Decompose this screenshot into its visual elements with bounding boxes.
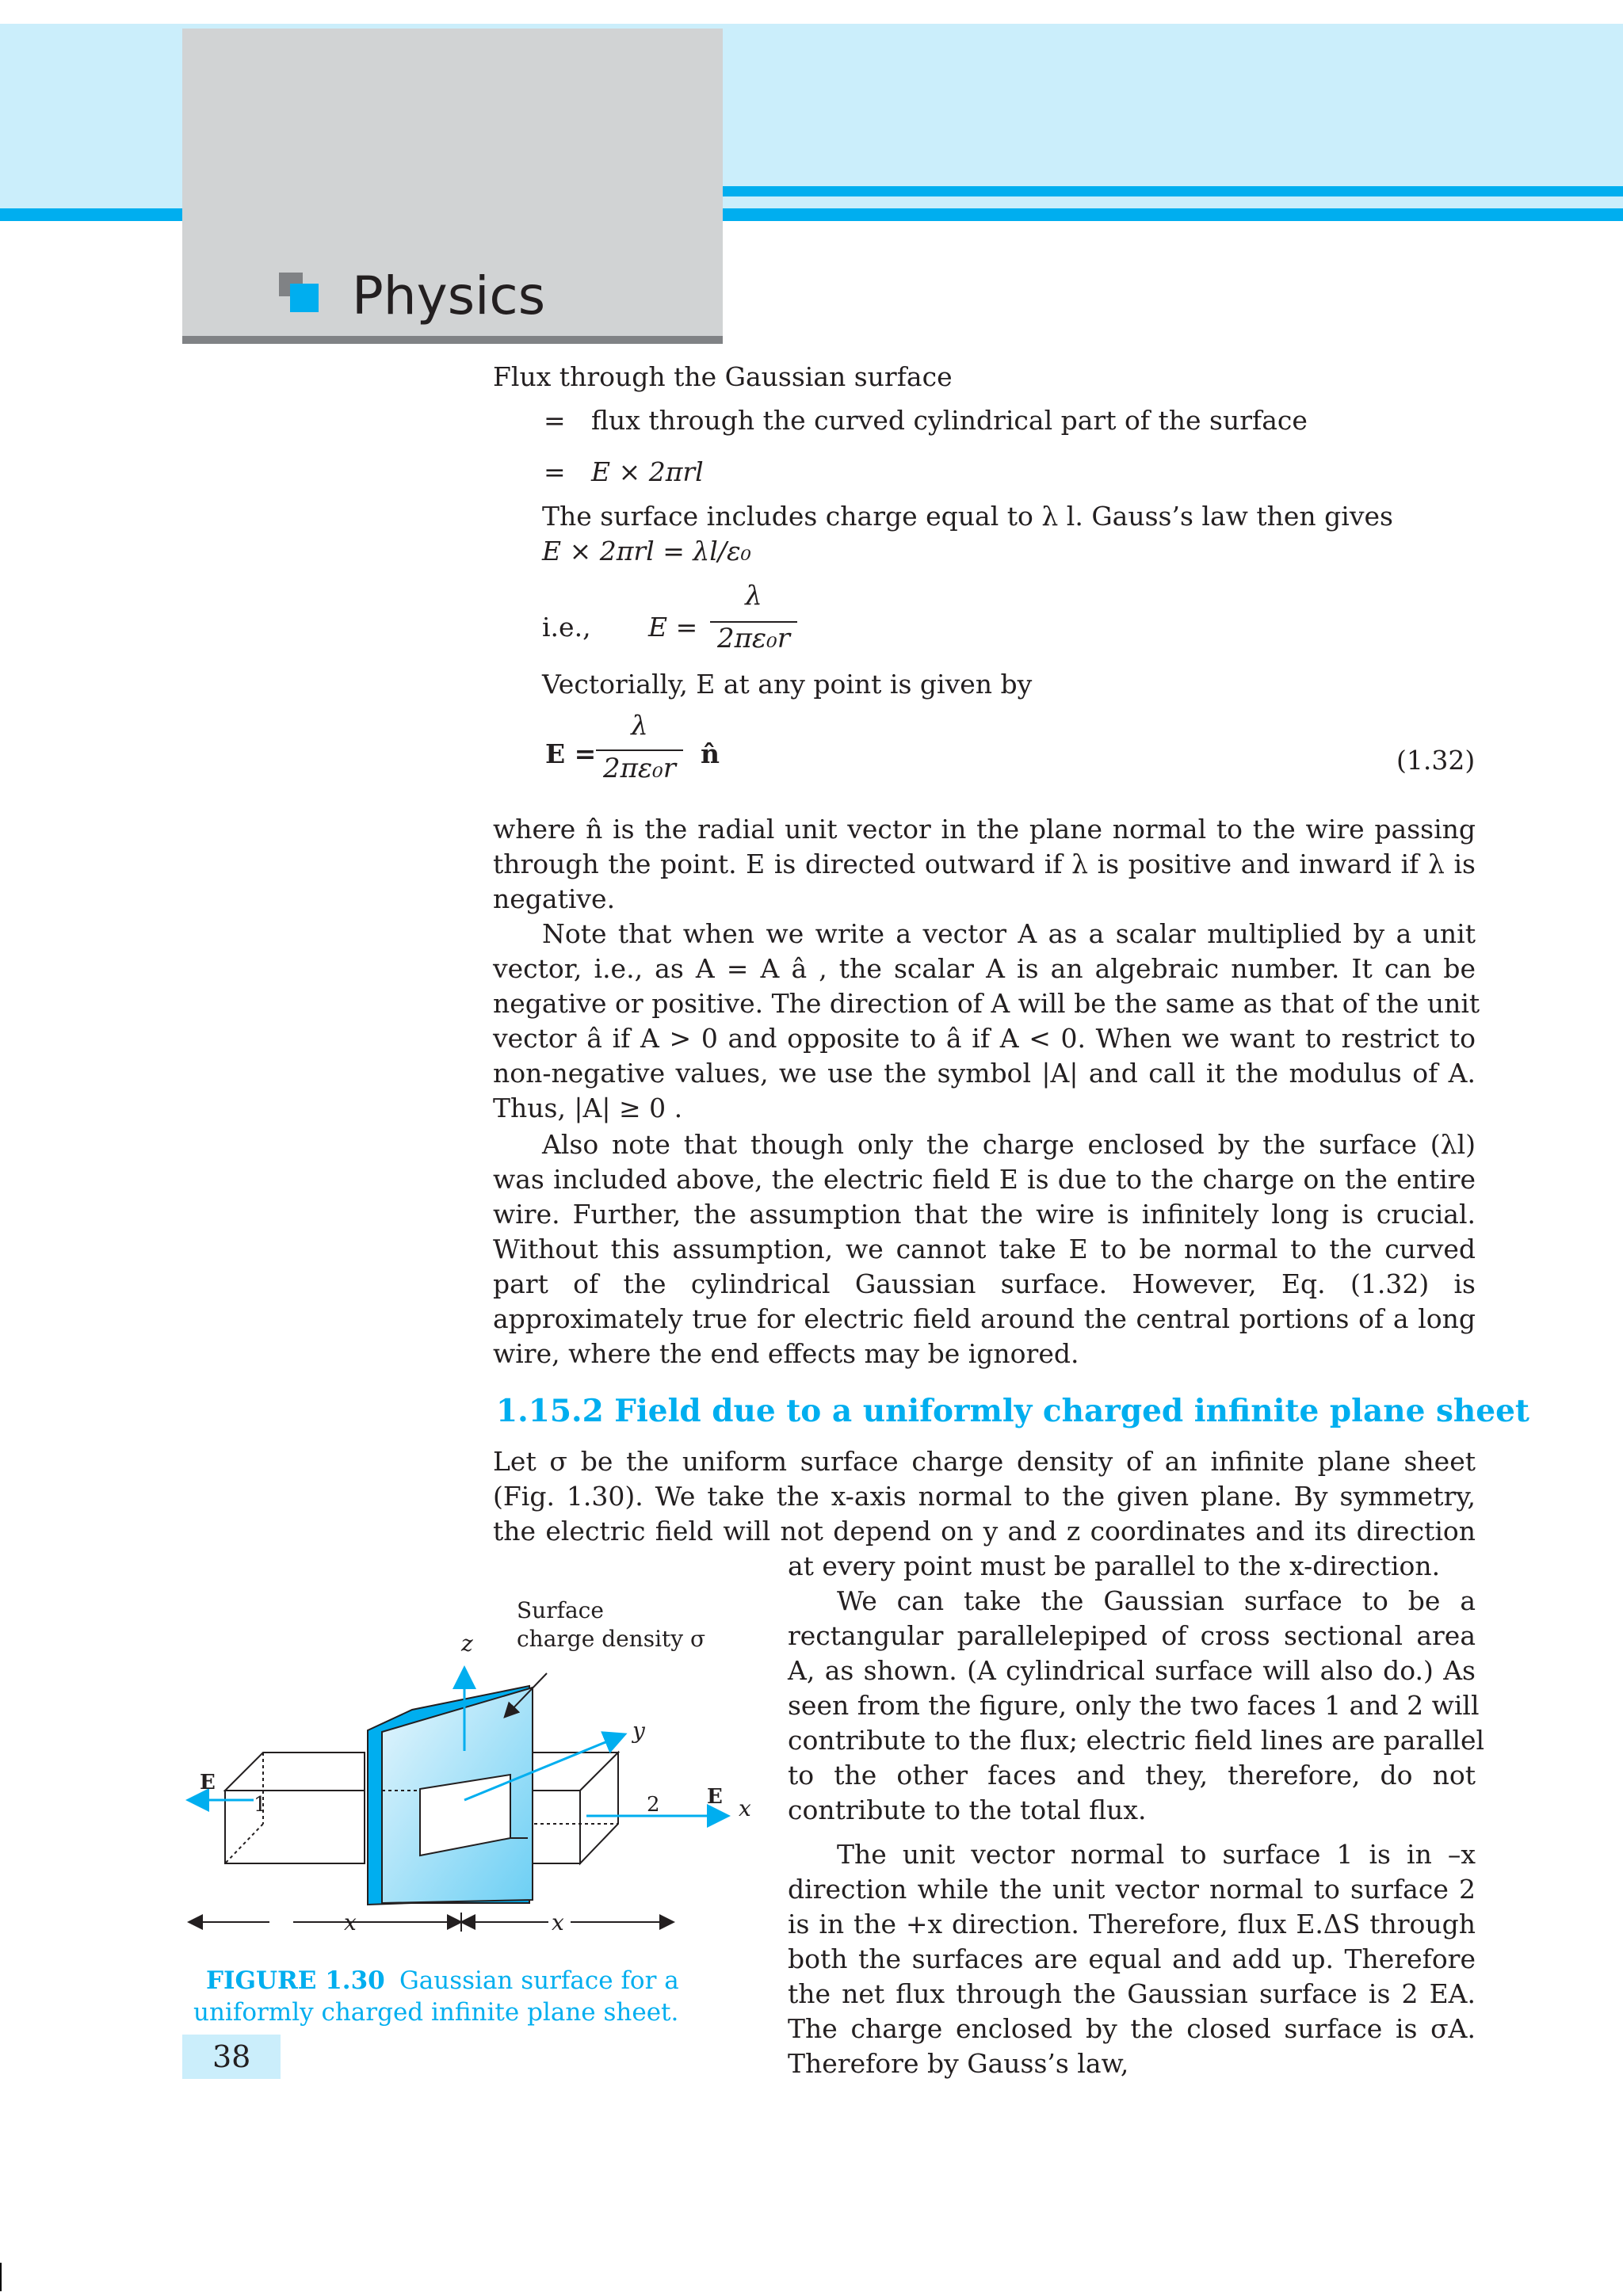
- logo-square-blue: [290, 284, 319, 312]
- fraction-denominator: 2πε₀r: [716, 623, 791, 654]
- caption-line-1: Gaussian surface for a: [399, 1966, 679, 1995]
- section-line-2: (Fig. 1.30). We take the x-axis normal to the given plane. By symmetry,: [493, 1481, 1476, 1512]
- gaussian-box-left: [225, 1753, 365, 1863]
- p2-line-1: Note that when we write a vector A as a scalar multiplied by a unit: [542, 918, 1476, 949]
- label-x: x: [739, 1795, 751, 1821]
- right-line-10: direction while the unit vector normal to surface 2: [788, 1874, 1476, 1905]
- E-lhs: E =: [648, 612, 698, 643]
- right-line-5: seen from the figure, only the two faces 1 and 2 will: [788, 1690, 1480, 1721]
- right-line-11: is in the +x direction. Therefore, flux E.ΔS through: [788, 1909, 1476, 1939]
- label-y: y: [632, 1718, 645, 1744]
- p3-line-2: was included above, the electric field E is due to the charge on the entire: [493, 1164, 1476, 1195]
- p3-line-6: approximately true for electric field around the central portions of a long: [493, 1303, 1476, 1334]
- p2-line-4: vector â if A > 0 and opposite to â if A < 0. When we want to restrict to: [493, 1023, 1476, 1054]
- right-line-8: contribute to the total flux.: [788, 1794, 1147, 1825]
- section-line-1: Let σ be the uniform surface charge density of an infinite plane sheet: [493, 1446, 1476, 1477]
- section-line-3: the electric field will not depend on y and z coordinates and its direction: [493, 1516, 1476, 1547]
- p3-line-3: wire. Further, the assumption that the wire is infinitely long is crucial.: [493, 1199, 1476, 1230]
- label-face-2: 2: [647, 1793, 660, 1817]
- p3-line-5: part of the cylindrical Gaussian surface. However, Eq. (1.32) is: [493, 1268, 1476, 1299]
- label-surface: Surface: [517, 1597, 604, 1623]
- figure-gaussian-surface: [174, 1577, 777, 1949]
- charged-sheet: [368, 1686, 533, 1905]
- vec-numerator: λ: [631, 710, 648, 742]
- right-line-1: at every point must be parallel to the x-direction.: [788, 1550, 1441, 1581]
- vec-lhs: E =: [545, 738, 597, 769]
- right-line-15: Therefore by Gauss’s law,: [788, 2048, 1129, 2079]
- eq-a-text: flux through the curved cylindrical part of the surface: [591, 405, 1308, 436]
- right-line-13: the net flux through the Gaussian surface is 2 EA.: [788, 1978, 1476, 2009]
- p1-line-3: negative.: [493, 883, 616, 914]
- vec-fraction-bar: [596, 749, 683, 751]
- crop-mark-bottom: [0, 2263, 2, 2291]
- header-rule-upper: [723, 186, 1623, 196]
- p1-line-2: through the point. E is directed outward if λ is positive and inward if λ is: [493, 849, 1476, 879]
- label-dim-right: x: [552, 1909, 564, 1936]
- charge-line: The surface includes charge equal to λ l. Gauss’s law then gives: [542, 501, 1393, 532]
- p2-line-6: Thus, |A| ≥ 0 .: [493, 1093, 683, 1123]
- label-z: z: [461, 1630, 473, 1657]
- right-line-9: The unit vector normal to surface 1 is in –x: [837, 1839, 1476, 1870]
- eq-b-text: E × 2πrl: [591, 456, 704, 487]
- right-line-4: A, as shown. (A cylindrical surface will also do.) As: [788, 1655, 1476, 1686]
- header-box-rule: [182, 336, 723, 344]
- p3-line-4: Without this assumption, we cannot take E to be normal to the curved: [493, 1234, 1476, 1264]
- label-E-left: E: [200, 1771, 216, 1794]
- p1-line-1: where n̂ is the radial unit vector in the plane normal to the wire passing: [493, 814, 1476, 845]
- section-heading: 1.15.2 Field due to a uniformly charged infinite plane sheet: [496, 1393, 1529, 1429]
- p3-line-7: wire, where the end effects may be ignored.: [493, 1338, 1079, 1369]
- gauss-equation: E × 2πrl = λl/ε₀: [542, 536, 751, 566]
- fraction-numerator: λ: [745, 580, 762, 612]
- right-line-12: both the surfaces are equal and add up. Therefore: [788, 1943, 1476, 1974]
- p2-line-2: vector, i.e., as A = A â , the scalar A is an algebraic number. It can be: [493, 953, 1476, 984]
- p3-line-1: Also note that though only the charge enclosed by the surface (λl): [542, 1129, 1476, 1160]
- subject-title: Physics: [352, 265, 546, 326]
- right-line-14: The charge enclosed by the closed surface is σA.: [788, 2013, 1476, 2044]
- right-line-7: to the other faces and they, therefore, do not: [788, 1760, 1476, 1791]
- eq-sign-a: =: [544, 405, 566, 436]
- vec-denominator: 2πε₀r: [602, 753, 677, 784]
- right-line-3: rectangular parallelepiped of cross sectional area: [788, 1620, 1476, 1651]
- caption-line-2: uniformly charged infinite plane sheet.: [193, 1998, 679, 2027]
- eq-sign-b: =: [544, 456, 566, 487]
- vector-line: Vectorially, E at any point is given by: [542, 669, 1033, 700]
- caption-label: FIGURE 1.30: [206, 1966, 385, 1995]
- right-line-6: contribute to the flux; electric field lines are parallel: [788, 1725, 1485, 1756]
- flux-intro: Flux through the Gaussian surface: [493, 361, 953, 392]
- p2-line-5: non-negative values, we use the symbol |A| and call it the modulus of A.: [493, 1058, 1476, 1089]
- label-E-right: E: [707, 1785, 723, 1809]
- label-charge-density: charge density σ: [517, 1626, 706, 1652]
- unit-vector-n: n̂: [701, 738, 720, 769]
- label-face-1: 1: [254, 1793, 267, 1817]
- right-line-2: We can take the Gaussian surface to be a: [837, 1585, 1476, 1616]
- page-number: 38: [212, 2039, 251, 2074]
- label-dim-left: x: [344, 1909, 357, 1936]
- p2-line-3: negative or positive. The direction of A will be the same as that of the unit: [493, 988, 1480, 1019]
- equation-number: (1.32): [1396, 745, 1476, 776]
- ie-label: i.e.,: [542, 612, 591, 643]
